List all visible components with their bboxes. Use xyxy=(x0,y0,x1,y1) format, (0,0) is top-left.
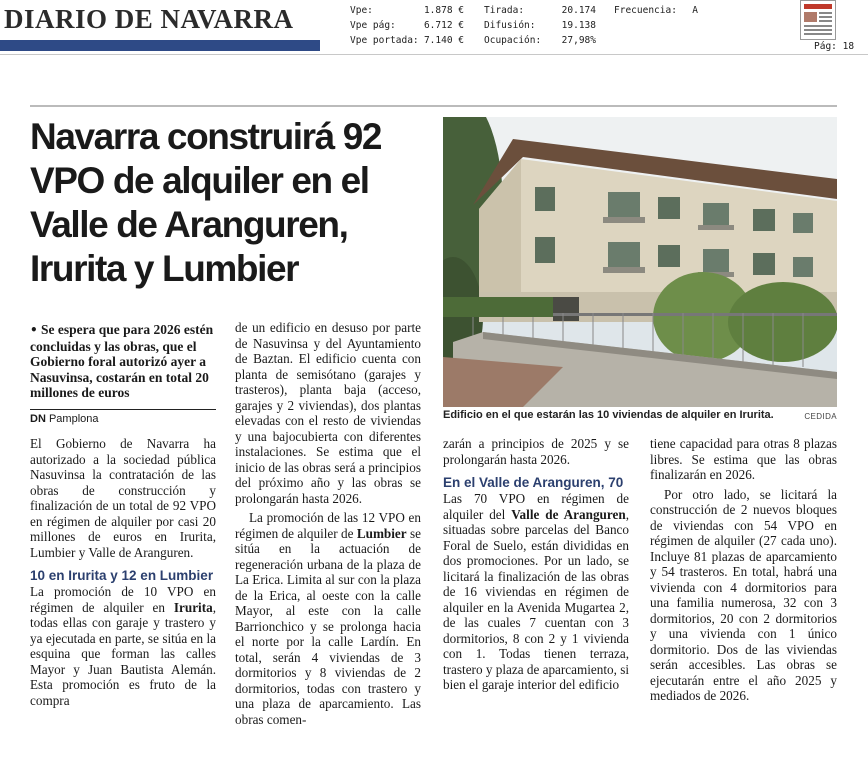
article-photo xyxy=(443,117,837,407)
place-name: Irurita xyxy=(173,599,213,615)
stat-label: Vpe pág: xyxy=(350,20,396,31)
stats-left xyxy=(350,3,464,48)
subheading: 10 en Irurita y 12 en Lumbier xyxy=(30,568,214,583)
byline xyxy=(30,413,99,425)
body-column-4 xyxy=(650,436,837,708)
headline: Navarra construirá 92 VPO de alquiler en el Valle de Aranguren, Irurita y Lumbier xyxy=(30,116,382,289)
body-paragraph xyxy=(235,510,421,727)
stat-row xyxy=(484,18,596,33)
thumbnail-header-block xyxy=(804,4,832,9)
thumbnail-photo-block xyxy=(804,12,817,22)
body-paragraph: tiene capacidad para otras 8 plazas libres. Se estima que las obras finalizarán en 2026. xyxy=(650,436,837,482)
stat-value: 7.140 € xyxy=(423,35,464,46)
body-paragraph: Por otro lado, se licitará la construcción de 2 nuevos bloques de viviendas con 54 VPO en régimen de alquiler (27 cada uno). Incluye 81 plazas de aparcamiento y 54 trasteros. En total, habrá una vivienda con 4 dormitorios para una familia numerosa, 32 con 3 dormitorios, 20 con 2 dormitorios y una vivienda con 1 único dormitorio. Dos de las viviendas serán accesibles. Las obras se ejecutarán entre el año 2025 y mediados de 2026. xyxy=(650,486,837,703)
body-paragraph xyxy=(30,584,216,708)
body-paragraph: El Gobierno de Navarra ha autorizado a la sociedad pública Nasuvinsa la contratación de las obras de construcción y finalización de un total de 92 VPO en régimen de alquiler por casi 20 millones de euros en Irurita, Lumbier y Valle de Aranguren. xyxy=(30,436,216,560)
place-name: Lumbier xyxy=(356,525,407,541)
stat-label: Tirada: xyxy=(484,5,525,16)
page-number: Pág: 18 xyxy=(814,41,855,52)
stat-label: Frecuencia: xyxy=(614,5,677,16)
building-illustration xyxy=(443,117,837,407)
text-run: , situadas sobre parcelas del Banco Foral de Suelo, están divididas en dos promociones. Por un lado, se licitará la finalización de las obras de 16 viviendas en régimen de alquiler en la Avenida Mugartea 2, de las cuales 7 cuentan con 3 dormitorios, 8 con 2 y 1 vivienda con 1. Todas tienen terraza, trastero y plaza de aparcamiento, si bien el garaje interior del edificio xyxy=(443,506,630,692)
stat-row xyxy=(614,3,698,18)
stat-value: 27,98% xyxy=(561,35,596,46)
deck-bullet: • xyxy=(30,323,38,337)
photo-credit: CEDIDA xyxy=(804,412,837,421)
stat-label: Ocupación: xyxy=(484,35,542,46)
text-run: La promoción de las 12 VPO en régimen de alquiler de xyxy=(235,510,421,541)
stat-value: 20.174 xyxy=(561,5,596,16)
body-column-2 xyxy=(235,320,421,731)
article-top-rule xyxy=(30,105,837,107)
byline-agency: DN xyxy=(30,413,46,425)
body-column-1 xyxy=(30,436,216,712)
stat-row xyxy=(350,33,464,48)
stat-value: 19.138 xyxy=(561,20,596,31)
place-name: Valle de Aranguren xyxy=(511,506,626,522)
stat-label: Vpe portada: xyxy=(350,35,419,46)
byline-place: Pamplona xyxy=(48,413,99,425)
text-run: se sitúa en la actuación de regeneración urbana de la plaza de La Erica. Limita al sur con la plaza de la Erica, al oeste con la calle Mayor, al este con la calle Barrionchico y se prolonga hacia el norte por la calle Lardín. En total, serán 4 viviendas de 3 dormitorios y 8 viviendas de 2 dormitorios, todas con trastero y una plaza de aparcamiento. Las obras comen- xyxy=(235,525,421,727)
text-run: , todas ellas con garaje y trastero y ya ejecutada en parte, se sitúa en la esquina que forman las calles Mayor y Juan Bautista Alemán. Esta promoción es fruto de la compra xyxy=(30,599,216,708)
stat-value: 1.878 € xyxy=(423,5,464,16)
thumbnail-text-lines xyxy=(804,25,832,27)
page-thumbnail[interactable] xyxy=(800,0,836,40)
stat-label: Vpe: xyxy=(350,5,373,16)
thumbnail-text-lines xyxy=(819,12,832,14)
stat-value: 6.712 € xyxy=(423,20,464,31)
photo-caption: Edificio en el que estarán las 10 viviendas de alquiler en Irurita. xyxy=(443,409,774,421)
stats-right xyxy=(614,3,698,18)
stat-row xyxy=(350,3,464,18)
text-run: Las 70 VPO en régimen de alquiler del xyxy=(443,491,629,522)
deck-text: Se espera que para 2026 estén concluidas y las obras, que el Gobierno foral autorizó ayer a Nasuvinsa, costarán en total 20 millones de euros xyxy=(30,322,214,400)
deck xyxy=(30,322,216,401)
stats-mid xyxy=(484,3,596,48)
body-column-3 xyxy=(443,436,629,697)
subheading: En el Valle de Aranguren, 70 xyxy=(443,475,624,490)
header-divider xyxy=(0,54,868,55)
body-paragraph xyxy=(443,491,629,693)
byline-rule xyxy=(30,409,216,410)
body-paragraph: de un edificio en desuso por parte de Nasuvinsa y del Ayuntamiento de Baztan. El edificio cuenta con planta de semisótano (garajes y trasteros), planta baja (acceso, garajes y 2 viviendas), dos plantas elevadas con el resto de viviendas y una bajocubierta con diferentes instalaciones. Se estima que el inicio de las obras será a principios del próximo año y las obras se prolongarán hasta 2026. xyxy=(235,320,421,506)
stat-row xyxy=(484,3,596,18)
stat-row xyxy=(350,18,464,33)
stat-value: A xyxy=(692,5,698,16)
masthead-bar xyxy=(0,40,320,51)
stat-row xyxy=(484,33,596,48)
stat-label: Difusión: xyxy=(484,20,536,31)
body-paragraph: zarán a principios de 2025 y se prolongarán hasta 2026. xyxy=(443,436,629,467)
masthead: DIARIO DE NAVARRA xyxy=(4,4,294,34)
text-run: La promoción de 10 VPO en régimen de alquiler en xyxy=(30,584,216,615)
